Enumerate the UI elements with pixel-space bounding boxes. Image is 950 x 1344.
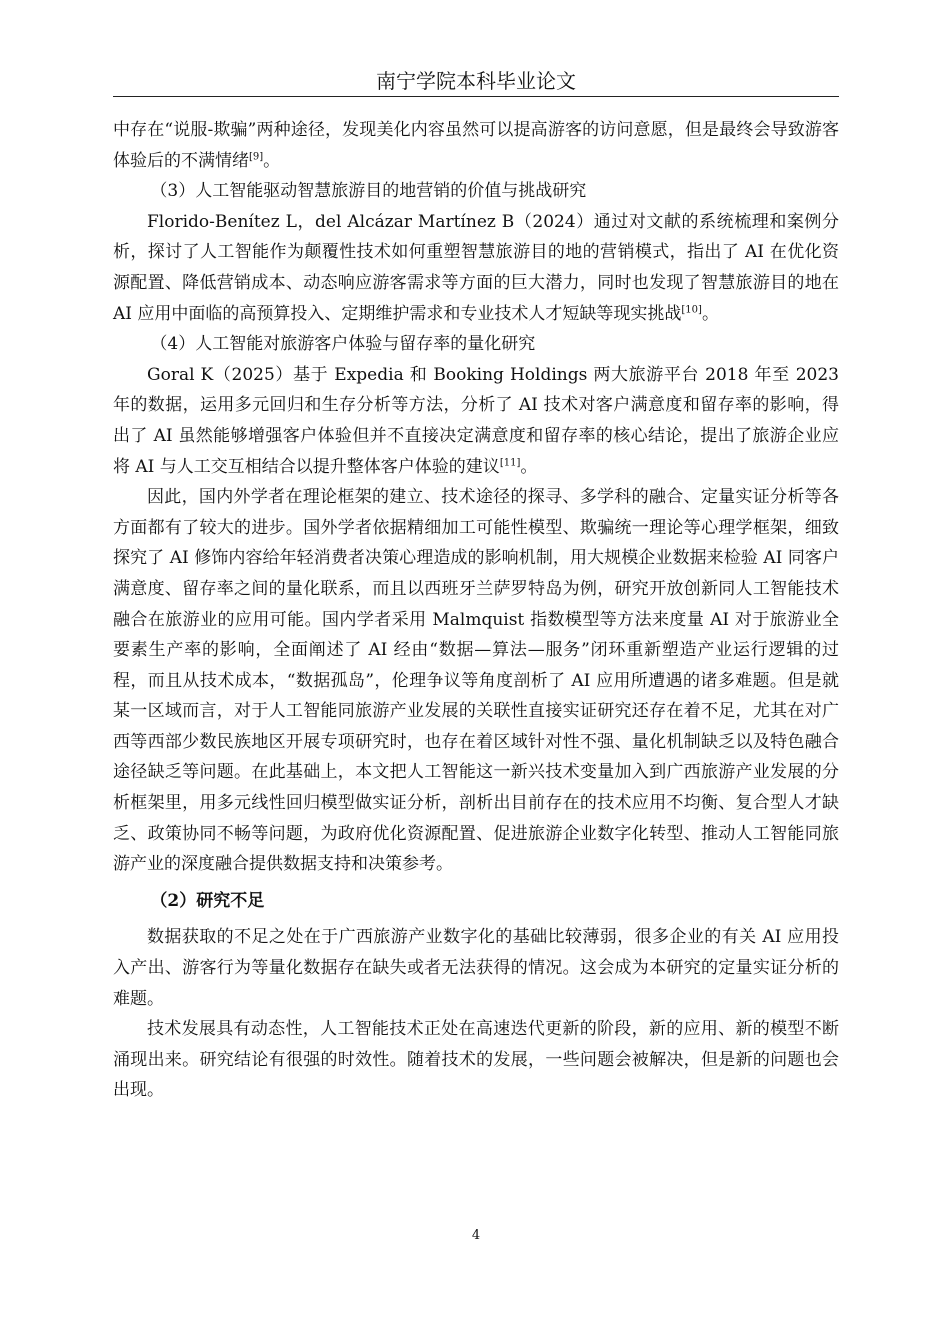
citation-9: [9] <box>249 150 264 162</box>
subsection-heading-4: （4）人工智能对旅游客户体验与留存率的量化研究 <box>150 334 536 355</box>
paragraph-continuation: 中存在“说服-欺骗”两种途径，发现美化内容虽然可以提高游客的访问意愿，但是最终会导致游客体验后的不满情绪[9]。 <box>113 120 839 171</box>
page-number: 4 <box>471 1228 481 1243</box>
paragraph-tech-limitation: 技术发展具有动态性，人工智能技术正处在高速迭代更新的阶段，新的应用、新的模型不断涌现出来。研究结论有很强的时效性。随着技术的发展，一些问题会被解决，但是新的问题也会出现。 <box>113 1019 839 1101</box>
citation-11: [11] <box>499 456 521 468</box>
header-rule <box>113 96 839 97</box>
citation-10: [10] <box>681 303 702 315</box>
paragraph-florido: Florido-Benítez L，del Alcázar Martínez B（2024）通过对文献的系统梳理和案例分析，探讨了人工智能作为颠覆性技术如何重塑智慧旅游目的地的营销模式，指出了 AI 在优化资源配置、降低营销成本、动态响应游客需求等方面的巨大潜力，同时也发现了智慧旅游目的地在 AI 应用中面临的高预算投入、定期维护需求和专业技术人才短缺等现实挑战[10]。 <box>113 211 839 324</box>
page-body <box>113 115 839 1106</box>
page-header: 南宁学院本科毕业论文 <box>376 69 576 93</box>
paragraph-goral: Goral K（2025）基于 Expedia 和 Booking Holdings 两大旅游平台 2018 年至 2023 年的数据，运用多元回归和生存分析等方法，分析了 AI 技术对客户满意度和留存率的影响，得出了 AI 虽然能够增强客户体验但并不直接决定满意度和留存率的核心结论，提出了旅游企业应将 AI 与人工交互相结合以提升整体客户体验的建议[11]。 <box>113 364 839 477</box>
section-heading-limitations: （2）研究不足 <box>150 890 265 911</box>
paragraph-summary: 因此，国内外学者在理论框架的建立、技术途径的探寻、多学科的融合、定量实证分析等各方面都有了较大的进步。国外学者依据精细加工可能性模型、欺骗统一理论等心理学框架，细致探究了 AI 修饰内容给年轻消费者决策心理造成的影响机制，用大规模企业数据来检验 AI 同客户满意度、留存率之间的量化联系，而且以西班牙兰萨罗特岛为例，研究开放创新同人工智能技术融合在旅游业的应用可能。国内学者采用 Malmquist 指数模型等方法来度量 AI 对于旅游业全要素生产率的影响，全面阐述了 AI 经由“数据—算法—服务”闭环重新塑造产业运行逻辑的过程，而且从技术成本，“数据孤岛”，伦理争议等角度剖析了 AI 应用所遭遇的诸多难题。但是就某一区域而言，对于人工智能同旅游产业发展的关联性直接实证研究还存在着不足，尤其在对广西等西部少数民族地区开展专项研究时，也存在着区域针对性不强、量化机制缺乏以及特色融合途径缺乏等问题。在此基础上，本文把人工智能这一新兴技术变量加入到广西旅游产业发展的分析框架里，用多元线性回归模型做实证分析，剖析出目前存在的技术应用不均衡、复合型人才缺乏、政策协同不畅等问题，为政府优化资源配置、促进旅游企业数字化转型、推动人工智能同旅游产业的深度融合提供数据支持和决策参考。 <box>113 487 839 875</box>
paragraph-data-limitation: 数据获取的不足之处在于广西旅游产业数字化的基础比较薄弱，很多企业的有关 AI 应用投入产出、游客行为等量化数据存在缺失或者无法获得的情况。这会成为本研究的定量实证分析的难题。 <box>113 927 839 1009</box>
subsection-heading-3: （3）人工智能驱动智慧旅游目的地营销的价值与挑战研究 <box>150 181 587 202</box>
